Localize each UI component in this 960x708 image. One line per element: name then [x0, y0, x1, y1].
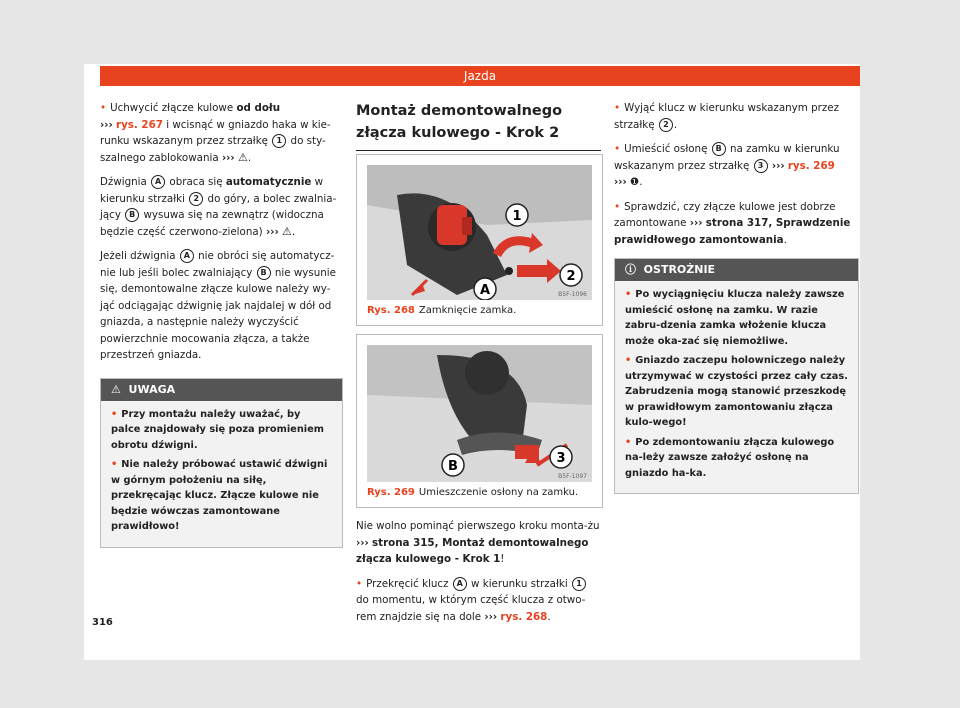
caution-icon: ⓘ: [625, 263, 636, 276]
middle-column: [356, 100, 601, 151]
caution-box-header: ⓘ OSTROŻNIE: [615, 259, 858, 281]
paragraph: Jeżeli dźwignia A nie obróci się automatycz-nie lub jeśli bolec zwalniający B nie wysunie się, demontowalne złącze kulowe należy wy-jąć odciągając dźwignię jak najdalej w dół od gniazda, a następnie należy wyczyścić powierzchnie mocowania złącza, a także przestrzeń gniazda.: [100, 250, 337, 361]
paragraph: • Wyjąć klucz w kierunku wskazanym przez strzałkę 2 .: [614, 100, 859, 133]
figure-label: B: [448, 459, 458, 474]
figure-link[interactable]: rys. 267: [116, 118, 163, 131]
left-column: [100, 100, 343, 548]
list-item: • Po wyciągnięciu klucza należy zawsze umieścić osłonę na zamku. W razie zabru-dzenia zamka włożenie klucza może oka-zać się niemożliwe.: [625, 287, 848, 349]
hitch-lock-image: [367, 165, 592, 300]
list-item: • Nie należy próbować ustawić dźwigni w górnym położeniu na siłę, przekręcając klucz. Złącze kulowe nie będzie wówczas zamontowane prawidłowo!: [111, 457, 332, 535]
figure-code: B5F-1097: [558, 473, 587, 480]
warning-icon: ⚠: [281, 224, 292, 238]
figure-label: 1: [512, 209, 522, 224]
page-number: 316: [92, 617, 113, 628]
figure-label: A: [479, 283, 491, 298]
heading-divider: [356, 150, 601, 151]
paragraph: • Uchwycić złącze kulowe od dołu ››› rys. 267 i wcisnąć w gniazdo haka w kie-runku wskazanym przez strzałkę 1 do sty-szalnego zablokowania ››› ⚠.: [100, 100, 343, 166]
figure-label: 3: [556, 451, 566, 466]
page-link[interactable]: strona 315, Montaż demontowalnego złącza kulowego - Krok 1: [356, 536, 589, 565]
figure-269: [356, 334, 603, 508]
figure-link[interactable]: rys. 269: [787, 159, 835, 172]
warning-box: [100, 378, 343, 548]
list-item: • Gniazdo zaczepu holowniczego należy utrzymywać w czystości przez cały czas. Zabrudzenia mogą stanowić przeszkodę w prawidłowym zamontowaniu złącza kulo-wego!: [625, 353, 848, 431]
section-heading: Montaż demontowalnego złącza kulowego - Krok 2: [356, 103, 563, 141]
right-column: [614, 100, 859, 494]
warning-box-header: ⚠ UWAGA: [101, 379, 342, 401]
caution-box-body: [615, 281, 858, 493]
figure-label: 2: [566, 269, 576, 284]
paragraph: Nie wolno pominąć pierwszego kroku monta-żu ››› strona 315, Montaż demontowalnego złącza kulowego - Krok 1!: [356, 520, 600, 565]
paragraph: • Umieścić osłonę B na zamku w kierunku wskazanym przez strzałkę 3 ››› rys. 269 ››› ❶.: [614, 141, 859, 191]
figure-code: B5F-1096: [558, 291, 587, 298]
warning-icon: ⚠: [111, 382, 121, 396]
figure-268: [356, 154, 603, 326]
paragraph: Dźwignia A obraca się automatycznie w kierunku strzałki 2 do góry, a bolec zwalnia-jący B wysuwa się na zewnątrz (widoczna będzie część czerwono-zielona) ››› ⚠.: [100, 174, 343, 240]
page-link[interactable]: strona 317, Sprawdzenie prawidłowego zamontowania: [614, 217, 851, 246]
info-icon: ❶: [630, 176, 640, 188]
warning-icon: ⚠: [237, 150, 248, 164]
caution-box: [614, 258, 859, 494]
warning-box-body: [101, 401, 342, 547]
page-header: Jazda: [100, 66, 860, 86]
list-item: • Po zdemontowaniu złącza kulowego na-leży zawsze założyć osłonę na gniazdo ha-ka.: [625, 435, 848, 482]
middle-column-text: [356, 518, 601, 633]
figure-link[interactable]: rys. 268: [500, 610, 548, 623]
figure-caption: Rys. 269 Umieszczenie osłony na zamku.: [367, 487, 579, 498]
figure-caption: Rys. 268 Zamknięcie zamka.: [367, 305, 517, 316]
hitch-cover-image: [367, 345, 592, 482]
list-item: • Przy montażu należy uważać, by palce znajdowały się poza promieniem obrotu dźwigni.: [111, 407, 332, 454]
paragraph: • Przekręcić klucz A w kierunku strzałki 1 do momentu, w którym część klucza z otwo-rem znajdzie się na dole ››› rys. 268.: [356, 576, 601, 626]
paragraph: • Sprawdzić, czy złącze kulowe jest dobrze zamontowane ››› strona 317, Sprawdzenie prawidłowego zamontowania.: [614, 199, 859, 249]
